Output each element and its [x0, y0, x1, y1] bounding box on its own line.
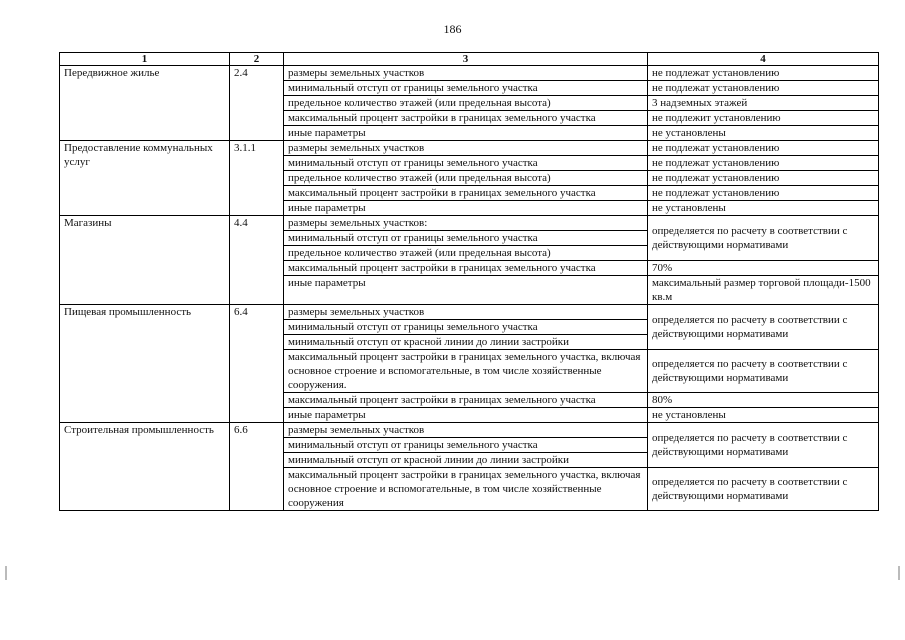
- land-use-name: Магазины: [60, 216, 230, 305]
- parameter-name: максимальный процент застройки в границах земельного участка: [284, 186, 648, 201]
- parameter-value: 3 надземных этажей: [648, 96, 879, 111]
- land-use-name: Предоставление коммунальных услуг: [60, 141, 230, 216]
- parameter-name: иные параметры: [284, 126, 648, 141]
- parameter-value: не подлежит установлению: [648, 111, 879, 126]
- table-row: [60, 216, 879, 231]
- table-row: [60, 423, 879, 438]
- land-use-code: 6.6: [230, 423, 284, 511]
- parameter-name: минимальный отступ от красной линии до линии застройки: [284, 453, 648, 468]
- parameter-name: размеры земельных участков:: [284, 216, 648, 231]
- parameter-name: минимальный отступ от границы земельного участка: [284, 156, 648, 171]
- regulations-table: [59, 52, 879, 511]
- parameter-name: минимальный отступ от границы земельного участка: [284, 320, 648, 335]
- parameter-value: не установлены: [648, 408, 879, 423]
- parameter-value: не подлежат установлению: [648, 171, 879, 186]
- parameter-name: максимальный процент застройки в границах земельного участка: [284, 111, 648, 126]
- table-row: [60, 66, 879, 81]
- scan-edge-mark-left: [5, 566, 7, 580]
- parameter-name: размеры земельных участков: [284, 141, 648, 156]
- parameter-name: размеры земельных участков: [284, 66, 648, 81]
- parameter-value: 70%: [648, 261, 879, 276]
- parameter-name: размеры земельных участков: [284, 423, 648, 438]
- land-use-code: 6.4: [230, 305, 284, 423]
- parameter-name: максимальный процент застройки в границах земельного участка, включая основное строение и вспомогательные, в том числе хозяйственные сооружения: [284, 468, 648, 511]
- parameter-value: не подлежат установлению: [648, 156, 879, 171]
- parameter-value: определяется по расчету в соответствии с действующими нормативами: [648, 423, 879, 468]
- parameter-name: предельное количество этажей (или предельная высота): [284, 96, 648, 111]
- column-header-2: 2: [230, 53, 284, 66]
- parameter-value: не подлежат установлению: [648, 141, 879, 156]
- parameter-value: определяется по расчету в соответствии с действующими нормативами: [648, 350, 879, 393]
- column-header-4: 4: [648, 53, 879, 66]
- parameter-name: минимальный отступ от красной линии до линии застройки: [284, 335, 648, 350]
- parameter-value: не установлены: [648, 126, 879, 141]
- parameter-value: определяется по расчету в соответствии с действующими нормативами: [648, 468, 879, 511]
- land-use-name: Строительная промышленность: [60, 423, 230, 511]
- land-use-code: 2.4: [230, 66, 284, 141]
- parameter-name: минимальный отступ от границы земельного участка: [284, 438, 648, 453]
- parameter-name: максимальный процент застройки в границах земельного участка, включая основное строение и вспомогательные, в том числе хозяйственные сооружения.: [284, 350, 648, 393]
- scan-edge-mark-right: [898, 566, 900, 580]
- table-row: [60, 141, 879, 156]
- parameter-value: 80%: [648, 393, 879, 408]
- parameter-name: минимальный отступ от границы земельного участка: [284, 231, 648, 246]
- parameter-name: иные параметры: [284, 276, 648, 305]
- parameter-value: определяется по расчету в соответствии с действующими нормативами: [648, 216, 879, 261]
- parameter-name: иные параметры: [284, 201, 648, 216]
- parameter-name: предельное количество этажей (или предельная высота): [284, 246, 648, 261]
- parameter-value: не подлежат установлению: [648, 66, 879, 81]
- column-header-1: 1: [60, 53, 230, 66]
- parameter-value: не подлежат установлению: [648, 186, 879, 201]
- land-use-name: Пищевая промышленность: [60, 305, 230, 423]
- land-use-name: Передвижное жилье: [60, 66, 230, 141]
- parameter-name: максимальный процент застройки в границах земельного участка: [284, 393, 648, 408]
- parameter-name: размеры земельных участков: [284, 305, 648, 320]
- parameter-value: максимальный размер торговой площади-1500 кв.м: [648, 276, 879, 305]
- column-header-3: 3: [284, 53, 648, 66]
- header-row: [60, 53, 879, 66]
- parameter-name: предельное количество этажей (или предельная высота): [284, 171, 648, 186]
- parameter-value: определяется по расчету в соответствии с действующими нормативами: [648, 305, 879, 350]
- parameter-value: не установлены: [648, 201, 879, 216]
- parameter-name: минимальный отступ от границы земельного участка: [284, 81, 648, 96]
- land-use-code: 4.4: [230, 216, 284, 305]
- parameter-value: не подлежат установлению: [648, 81, 879, 96]
- page-number: 186: [443, 22, 462, 36]
- parameter-name: максимальный процент застройки в границах земельного участка: [284, 261, 648, 276]
- land-use-code: 3.1.1: [230, 141, 284, 216]
- parameter-name: иные параметры: [284, 408, 648, 423]
- table-row: [60, 305, 879, 320]
